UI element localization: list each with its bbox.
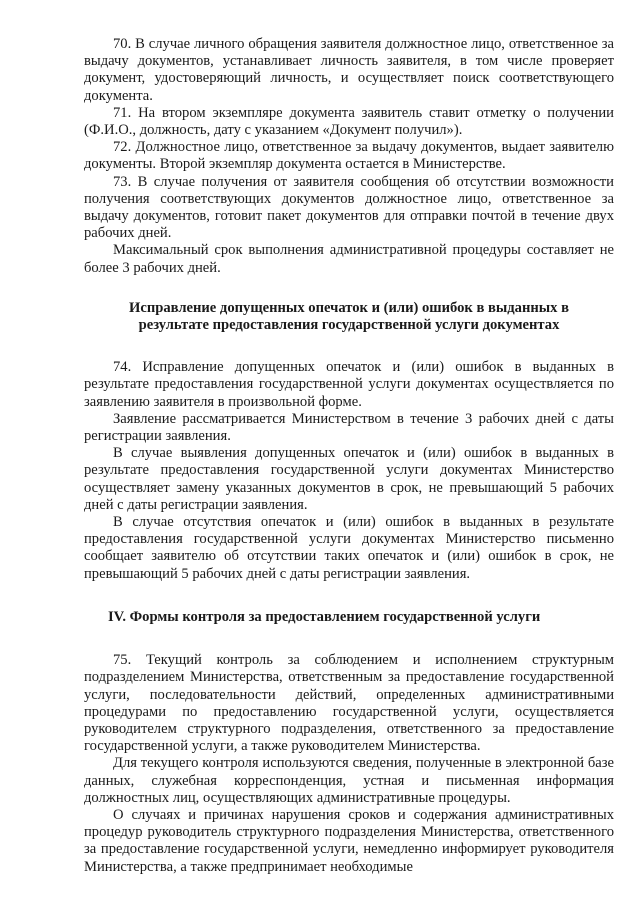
paragraph-review-term: Заявление рассматривается Министерством в течение 3 рабочих дней с даты регистрации заявления.: [84, 410, 614, 445]
section-heading-corrections: Исправление допущенных опечаток и (или) ошибок в выданных в результате предоставления государственной услуги документах: [128, 299, 570, 334]
paragraph-71: 71. На втором экземпляре документа заявитель ставит отметку о получении (Ф.И.О., должность, дату с указанием «Документ получил»).: [84, 104, 614, 139]
section-heading-control: IV. Формы контроля за предоставлением государственной услуги: [108, 608, 541, 625]
document-page: [84, 36, 614, 876]
paragraph-max-term: Максимальный срок выполнения административной процедуры составляет не более 3 рабочих дней.: [84, 242, 614, 276]
paragraph-74: 74. Исправление допущенных опечаток и (или) ошибок в выданных в результате предоставления государственной услуги документах осуществляется по заявлению заявителя в произвольной форме.: [84, 359, 614, 410]
paragraph-70: 70. В случае личного обращения заявителя должностное лицо, ответственное за выдачу документов, устанавливает личность заявителя, в том числе проверяет документ, удостоверяющий личность, и осуществляет поиск соответствующего документа.: [84, 36, 614, 104]
paragraph-no-errors: В случае отсутствия опечаток и (или) ошибок в выданных в результате предоставления государственной услуги документах Министерство письменно сообщает заявителю об отсутствии таких опечаток и (или) ошибок в срок, не превышающий 5 рабочих дней с даты регистрации заявления.: [84, 514, 614, 582]
paragraph-violations: О случаях и причинах нарушения сроков и содержания административных процедур руководитель структурного подразделения Министерства, ответственного за предоставление государственной услуги, немедленно информирует руководителя Министерства, а также предпринимает необходимые: [84, 806, 614, 875]
paragraph-73: 73. В случае получения от заявителя сообщения об отсутствии возможности получения соответствующих документов должностное лицо, ответственное за выдачу документов, готовит пакет документов для отправки почтой в течение двух рабочих дней.: [84, 173, 614, 242]
paragraph-errors-found: В случае выявления допущенных опечаток и (или) ошибок в выданных в результате предоставления государственной услуги документах Министерство осуществляет замену указанных документов в срок, не превышающий 5 рабочих дней с даты регистрации заявления.: [84, 445, 614, 513]
paragraph-72: 72. Должностное лицо, ответственное за выдачу документов, выдает заявителю документы. Второй экземпляр документа остается в Министерстве.: [84, 139, 614, 173]
paragraph-75: 75. Текущий контроль за соблюдением и исполнением структурным подразделением Министерства, ответственным за предоставление государственной услуги, последовательности действий, определенных административными процедурами по предоставлению государственной услуги, осуществляется руководителем структурного подразделения, ответственного за предоставление государственной услуги, а также руководителем Министерства.: [84, 652, 614, 755]
paragraph-control-sources: Для текущего контроля используются сведения, полученные в электронной базе данных, служебная корреспонденция, устная и письменная информация должностных лиц, осуществляющих административные процедуры.: [84, 755, 614, 806]
